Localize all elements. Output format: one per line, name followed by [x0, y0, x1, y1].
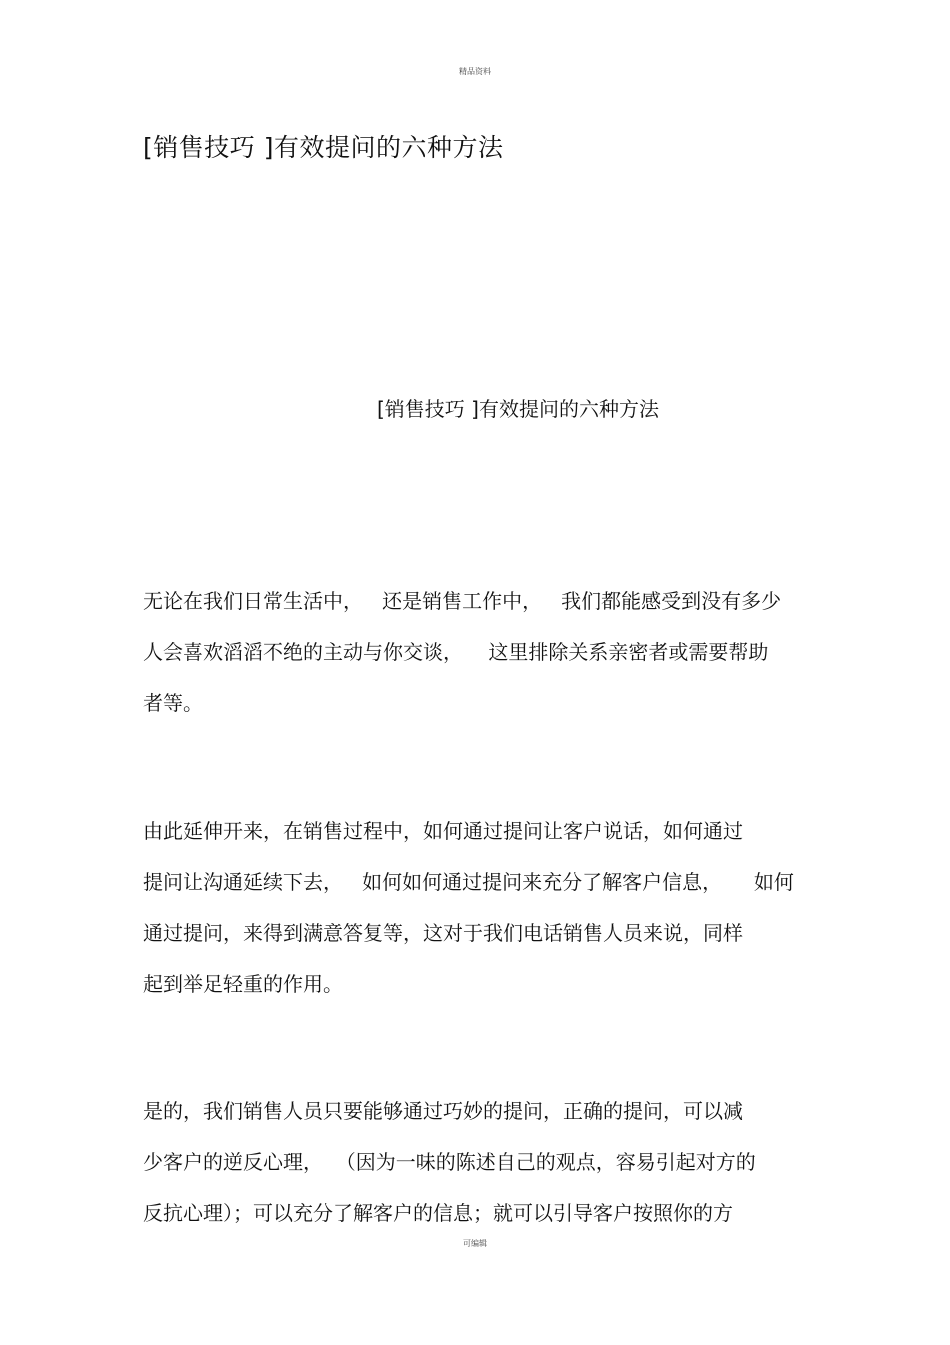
document-title: [销售技巧 ]有效提问的六种方法	[143, 133, 504, 162]
paragraph-line: 少客户的逆反心理， （因为一味的陈述自己的观点，容易引起对方的	[143, 1150, 756, 1174]
paragraph-line: 起到举足轻重的作用。	[143, 972, 343, 996]
paragraph-line: 反抗心理）；可以充分了解客户的信息；就可以引导客户按照你的方	[143, 1201, 733, 1225]
paragraph-3	[143, 1086, 823, 1239]
paragraph-line: 无论在我们日常生活中， 还是销售工作中， 我们都能感受到没有多少	[143, 589, 782, 613]
paragraph-line: 提问让沟通延续下去， 如何如何通过提问来充分了解客户信息， 如何	[143, 870, 794, 894]
paragraph-line: 人会喜欢滔滔不绝的主动与你交谈， 这里排除关系亲密者或需要帮助	[143, 640, 769, 664]
paragraph-1	[143, 576, 823, 729]
paragraph-line: 者等。	[143, 691, 203, 715]
header-watermark: 精品资料	[459, 67, 491, 76]
paragraph-line: 由此延伸开来，在销售过程中，如何通过提问让客户说话，如何通过	[143, 819, 743, 843]
paragraph-2	[143, 806, 823, 1010]
paragraph-line: 通过提问，来得到满意答复等，这对于我们电话销售人员来说，同样	[143, 921, 743, 945]
document-subtitle: [销售技巧 ]有效提问的六种方法	[377, 397, 659, 421]
footer-watermark: 可编辑	[463, 1239, 487, 1248]
paragraph-line: 是的，我们销售人员只要能够通过巧妙的提问，正确的提问，可以减	[143, 1099, 743, 1123]
